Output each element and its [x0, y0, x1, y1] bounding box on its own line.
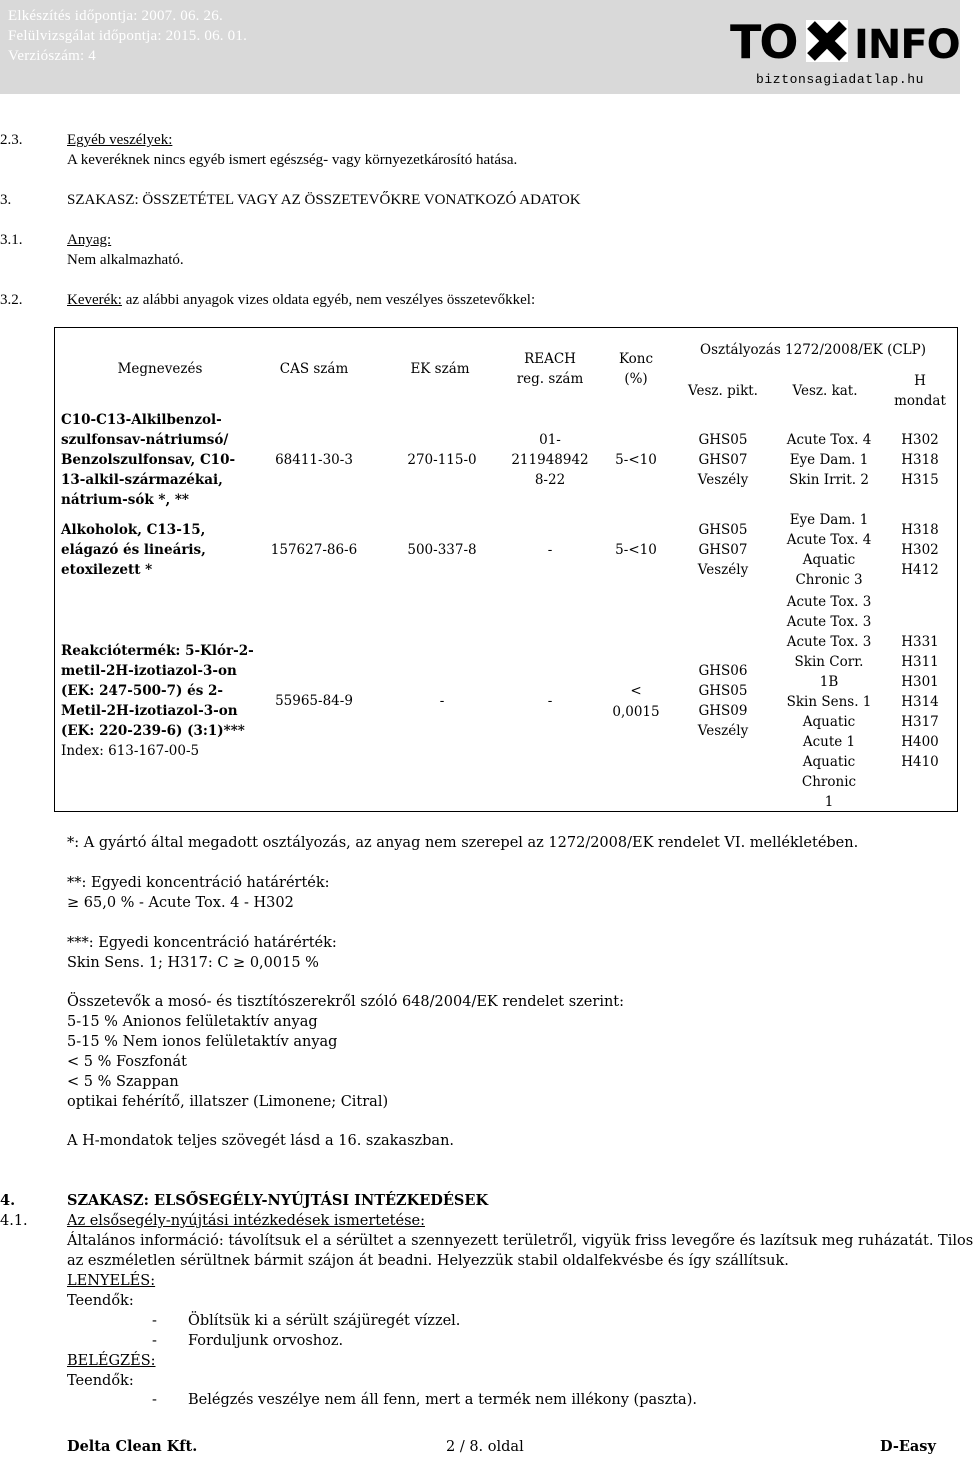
section-2-3-number: 2.3. [0, 132, 23, 148]
section-4-1-title: Az elsősegély-nyújtási intézkedések ismertetése: [67, 1213, 425, 1229]
general-info-1: Általános információ: távolítsuk el a sérültet a szennyezett területről, vigyük friss levegőre és lazítsuk meg ruházatát. Tilos [67, 1233, 973, 1249]
row3-kat-10: Chronic [801, 774, 857, 790]
section-4-title: SZAKASZ: ELSŐSEGÉLY-NYÚJTÁSI INTÉZKEDÉSEK [67, 1192, 489, 1209]
row2-pikt-1: GHS05 [698, 522, 748, 538]
row1-name-1: C10-C13-Alkilbenzol- [61, 412, 222, 428]
row1-kat-3: Skin Irrit. 2 [789, 472, 869, 488]
row3-kat-9: Aquatic [802, 754, 856, 770]
row1-name-2: szulfonsav-nátriumsó/ [61, 432, 229, 448]
row1-pikt-1: GHS05 [698, 432, 748, 448]
row3-h-5: H317 [901, 714, 939, 730]
row1-h-3: H315 [901, 472, 939, 488]
row3-name-3: (EK: 247-500-7) és 2- [61, 683, 224, 699]
row3-cas: 55965-84-9 [275, 693, 353, 709]
version-number: Verziószám: 4 [8, 48, 96, 64]
row3-kat-5: 1B [819, 674, 839, 690]
row3-h-1: H331 [901, 634, 939, 650]
row1-konc: 5-<10 [615, 452, 657, 468]
row1-pikt-2: GHS07 [698, 452, 748, 468]
footnote-3b: Skin Sens. 1; H317: C ≥ 0,0015 % [67, 955, 319, 971]
row1-reach-1: 01- [539, 432, 561, 448]
section-3-2-text: az alábbi anyagok vizes oldata egyéb, nem veszélyes összetevőkkel: [121, 292, 536, 308]
row3-reach: - [547, 693, 553, 709]
section-3-1-number: 3.1. [0, 232, 23, 248]
col-header-konc-2: (%) [624, 371, 648, 387]
footer-product: D-Easy [880, 1438, 936, 1455]
row1-name-3: Benzolszulfonsav, C10- [61, 452, 236, 468]
row3-name-2: metil-2H-izotiazol-3-on [61, 663, 237, 679]
row2-h-2: H302 [901, 542, 939, 558]
col-header-pikt: Vesz. pikt. [688, 383, 758, 399]
row2-kat-4: Chronic 3 [795, 572, 863, 588]
row2-kat-3: Aquatic [802, 552, 856, 568]
row3-h-3: H301 [901, 674, 939, 690]
section-4-number: 4. [0, 1192, 16, 1209]
row3-name-1: Reakciótermék: 5-Klór-2- [61, 643, 254, 659]
toxinfo-logo [730, 14, 960, 69]
row3-kat-3: Acute Tox. 3 [786, 634, 872, 650]
row1-kat-1: Acute Tox. 4 [786, 432, 872, 448]
swallow-heading: LENYELÉS: [67, 1273, 156, 1289]
footer-company: Delta Clean Kft. [67, 1438, 198, 1455]
inhale-heading: BELÉGZÉS: [67, 1353, 156, 1369]
list-bullet: - [152, 1333, 157, 1349]
footnote-3a: ***: Egyedi koncentráció határérték: [67, 935, 337, 951]
document-header [0, 0, 960, 94]
row3-ek: - [439, 693, 445, 709]
row1-h-1: H302 [901, 432, 939, 448]
row1-kat-2: Eye Dam. 1 [789, 452, 869, 468]
row3-name-5: (EK: 220-239-6) (3:1)*** [61, 723, 245, 739]
row2-kat-2: Acute Tox. 4 [786, 532, 872, 548]
h-statements-note: A H-mondatok teljes szövegét lásd a 16. szakaszban. [67, 1133, 455, 1149]
detergent-item-4: < 5 % Szappan [67, 1074, 179, 1090]
col-header-cas: CAS szám [279, 361, 349, 377]
row3-pikt-2: GHS05 [698, 683, 748, 699]
logo-text-info: INFO [854, 22, 960, 68]
section-3-1-title: Anyag: [67, 232, 112, 248]
row3-h-2: H311 [901, 654, 939, 670]
detergent-item-3: < 5 % Foszfonát [67, 1054, 187, 1070]
row2-h-3: H412 [901, 562, 939, 578]
inhale-item-1: Belégzés veszélye nem áll fenn, mert a termék nem illékony (paszta). [188, 1392, 697, 1408]
row1-reach-2: 211948942 [511, 452, 589, 468]
section-2-3-title: Egyéb veszélyek: [67, 132, 173, 148]
row3-kat-2: Acute Tox. 3 [786, 614, 872, 630]
row3-kat-7: Aquatic [802, 714, 856, 730]
row1-h-2: H318 [901, 452, 939, 468]
section-3-number: 3. [0, 192, 12, 208]
row3-kat-8: Acute 1 [802, 734, 856, 750]
section-3-2-line [67, 290, 535, 310]
footnote-2a: **: Egyedi koncentráció határérték: [67, 875, 330, 891]
general-info-2: az eszméletlen sérültnek bármit szájon át beadni. Helyezzük stabil oldalfekvésbe és így szállítsuk. [67, 1253, 789, 1269]
row2-h-1: H318 [901, 522, 939, 538]
row1-pikt-3: Veszély [697, 472, 749, 488]
section-3-1-text: Nem alkalmazható. [67, 252, 184, 268]
row3-kat-1: Acute Tox. 3 [786, 594, 872, 610]
row1-cas: 68411-30-3 [275, 452, 353, 468]
row1-name-4: 13-alkil-származékai, [61, 472, 223, 488]
row2-ek: 500-337-8 [407, 542, 477, 558]
footer-page-number: 2 / 8. oldal [446, 1439, 524, 1455]
swallow-item-1: Öblítsük ki a sérült szájüregét vízzel. [188, 1313, 461, 1329]
row3-kat-11: 1 [824, 794, 834, 810]
detergent-item-2: 5-15 % Nem ionos felületaktív anyag [67, 1034, 338, 1050]
row3-kat-6: Skin Sens. 1 [786, 694, 872, 710]
row1-reach-3: 8-22 [534, 472, 566, 488]
swallow-todo-label: Teendők: [67, 1293, 134, 1309]
footnote-2b: ≥ 65,0 % - Acute Tox. 4 - H302 [67, 895, 294, 911]
section-3-2-title: Keverék: [67, 292, 122, 308]
col-header-reach-2: reg. szám [516, 371, 584, 387]
row3-pikt-3: GHS09 [698, 703, 748, 719]
col-header-ek: EK szám [410, 361, 470, 377]
col-header-kat: Vesz. kat. [792, 383, 858, 399]
col-header-konc-1: Konc [618, 351, 654, 367]
row2-konc: 5-<10 [615, 542, 657, 558]
row3-h-7: H410 [901, 754, 939, 770]
row2-pikt-2: GHS07 [698, 542, 748, 558]
row3-kat-4: Skin Corr. [794, 654, 864, 670]
section-2-3-text: A keveréknek nincs egyéb ismert egészség- vagy környezetkárosító hatása. [67, 152, 518, 168]
row3-pikt-4: Veszély [697, 723, 749, 739]
list-bullet: - [152, 1392, 157, 1408]
row2-cas: 157627-86-6 [270, 542, 358, 558]
row2-name-1: Alkoholok, C13-15, [61, 522, 206, 538]
row3-name-6: Index: 613-167-00-5 [61, 743, 200, 759]
col-header-clp: Osztályozás 1272/2008/EK (CLP) [700, 342, 926, 358]
col-header-h-2: mondat [894, 393, 946, 409]
row2-name-3: etoxilezett * [61, 562, 153, 578]
swallow-item-2: Forduljunk orvoshoz. [188, 1333, 344, 1349]
section-3-2-number: 3.2. [0, 292, 23, 308]
row3-h-6: H400 [901, 734, 939, 750]
site-name: biztonsagiadatlap.hu [756, 72, 925, 87]
row1-name-5: nátrium-sók *, ** [61, 492, 189, 508]
list-bullet: - [152, 1313, 157, 1329]
revised-date: Felülvizsgálat időpontja: 2015. 06. 01. [8, 28, 248, 44]
col-header-reach-1: REACH [524, 351, 576, 367]
inhale-todo-label: Teendők: [67, 1373, 134, 1389]
detergent-item-1: 5-15 % Anionos felületaktív anyag [67, 1014, 318, 1030]
row2-kat-1: Eye Dam. 1 [789, 512, 869, 528]
row2-reach: - [547, 542, 553, 558]
detergent-item-5: optikai fehérítő, illatszer (Limonene; Citral) [67, 1094, 389, 1110]
row3-konc-2: 0,0015 [612, 704, 660, 720]
row3-pikt-1: GHS06 [698, 663, 748, 679]
row3-konc-1: < [630, 683, 642, 699]
row3-name-4: Metil-2H-izotiazol-3-on [61, 703, 238, 719]
row2-pikt-3: Veszély [697, 562, 749, 578]
row1-ek: 270-115-0 [407, 452, 477, 468]
created-date: Elkészítés időpontja: 2007. 06. 26. [8, 8, 223, 24]
row2-name-2: elágazó és lineáris, [61, 542, 206, 558]
section-4-1-number: 4.1. [0, 1213, 28, 1229]
col-header-name: Megnevezés [117, 361, 203, 377]
row3-h-4: H314 [901, 694, 939, 710]
footnote-1: *: A gyártó által megadott osztályozás, az anyag nem szerepel az 1272/2008/EK rendelet VI. mellékletében. [67, 835, 859, 851]
logo-text-to: TO [730, 15, 797, 69]
detergent-note: Összetevők a mosó- és tisztítószerekről szóló 648/2004/EK rendelet szerint: [67, 994, 625, 1010]
col-header-h-1: H [914, 373, 926, 389]
section-3-title: SZAKASZ: ÖSSZETÉTEL VAGY AZ ÖSSZETEVŐKRE VONATKOZÓ ADATOK [67, 192, 581, 208]
